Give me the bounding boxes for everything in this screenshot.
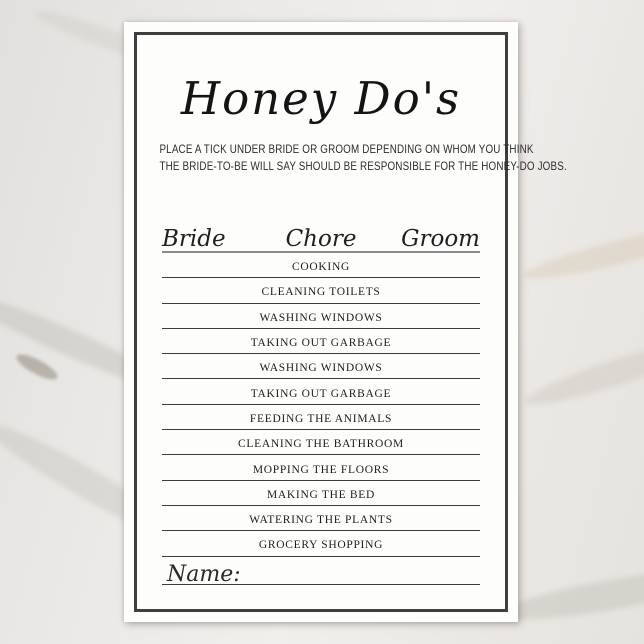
chore-row: [162, 304, 480, 329]
chore-row: [162, 379, 480, 404]
chore-label: WASHING WINDOWS: [259, 311, 383, 324]
chore-label: FEEDING THE ANIMALS: [249, 412, 393, 425]
name-label: Name:: [167, 561, 241, 587]
chore-row: [162, 506, 480, 531]
instructions: [124, 141, 567, 175]
chore-row: [162, 405, 480, 430]
chore-row: [162, 531, 480, 556]
marble-vein: [499, 561, 644, 629]
chore-label: CLEANING TOILETS: [261, 286, 381, 299]
chore-row: [162, 329, 480, 354]
marble-vein: [13, 350, 60, 384]
card-title: Honey Do's: [180, 72, 462, 125]
name-row: [162, 557, 480, 585]
chore-row: [162, 455, 480, 480]
chore-label: TAKING OUT GARBAGE: [250, 337, 392, 350]
chore-row: [162, 253, 480, 278]
chore-label: GROCERY SHOPPING: [258, 539, 384, 552]
chore-label: MAKING THE BED: [267, 488, 375, 501]
chore-label: WASHING WINDOWS: [259, 362, 383, 375]
column-header-bride: Bride: [162, 226, 226, 252]
chore-table: [162, 226, 480, 585]
chore-label: COOKING: [292, 261, 350, 274]
chore-label: TAKING OUT GARBAGE: [250, 387, 392, 400]
column-header-row: [162, 226, 480, 253]
marble-vein: [521, 331, 644, 414]
chore-row: [162, 481, 480, 506]
marble-vein: [520, 216, 644, 288]
chore-row: [162, 354, 480, 379]
instructions-line-2: THE BRIDE-TO-BE WILL SAY SHOULD BE RESPONSIBLE FOR THE HONEY-DO JOBS.: [159, 159, 567, 173]
column-header-chore: Chore: [285, 226, 357, 252]
chore-label: WATERING THE PLANTS: [249, 514, 393, 527]
instructions-line-1: PLACE A TICK UNDER BRIDE OR GROOM DEPENDING ON WHOM YOU THINK: [159, 142, 534, 156]
chore-row: [162, 278, 480, 303]
game-card: [124, 22, 567, 622]
chore-row: [162, 430, 480, 455]
chore-label: MOPPING THE FLOORS: [252, 463, 390, 476]
column-header-groom: Groom: [401, 226, 480, 252]
chore-rows: [162, 253, 480, 557]
chore-label: CLEANING THE BATHROOM: [238, 438, 404, 451]
